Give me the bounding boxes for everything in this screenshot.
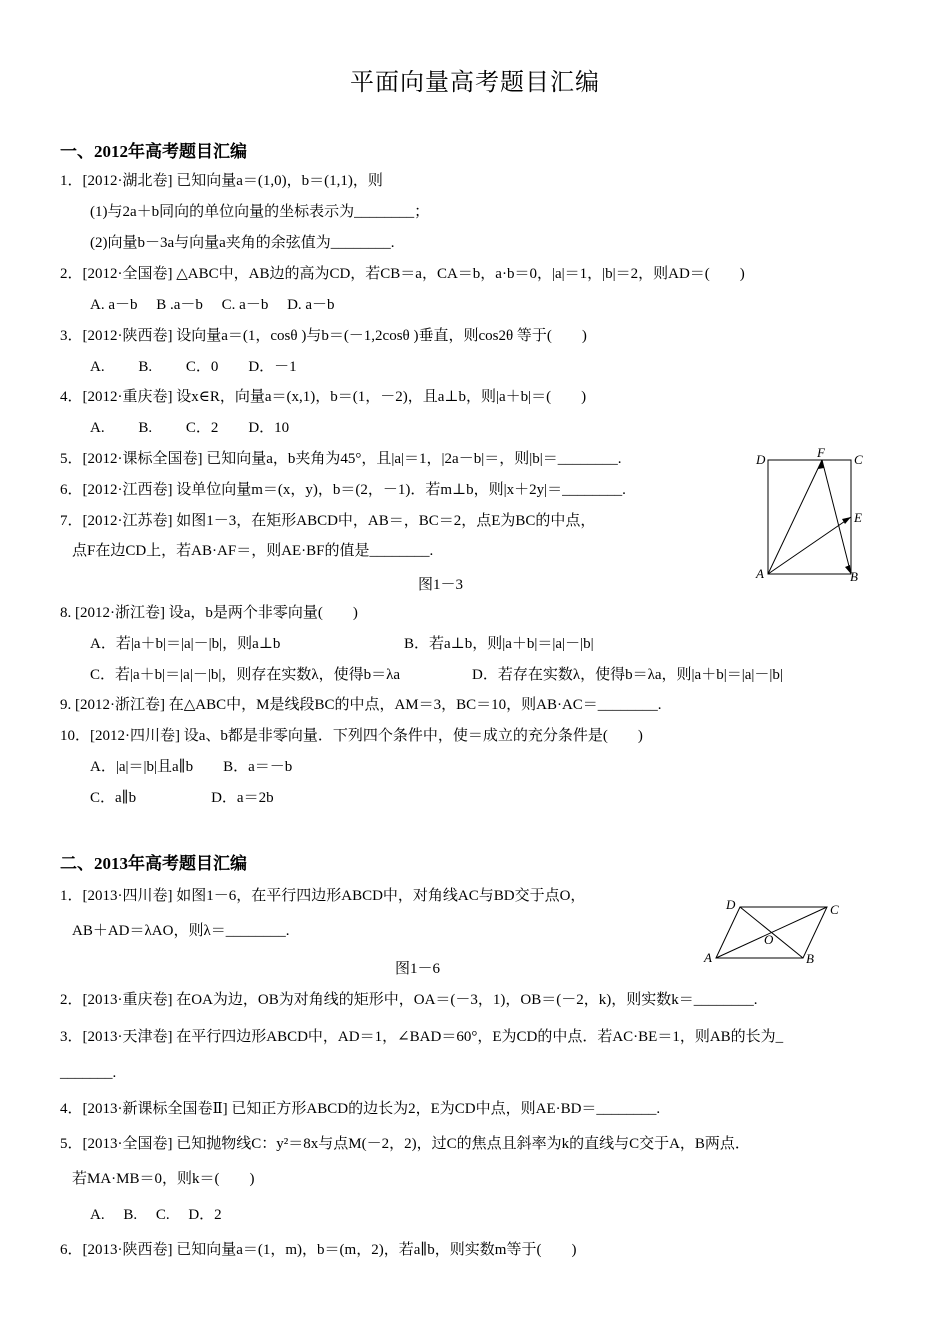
question-line: 点F在边CD上，若AB·AF＝，则AE·BF的值是________. xyxy=(72,543,434,559)
vertex-label: B xyxy=(806,951,814,966)
vertex-label: A xyxy=(756,566,764,581)
vertex-label: C xyxy=(854,452,863,467)
question-line: 4．[2013·新课标全国卷Ⅱ] 已知正方形ABCD的边长为2，E为CD中点，则AE·BD＝________. xyxy=(60,1101,661,1117)
vertex-label: C xyxy=(830,902,839,917)
question-line: AB＋AD＝λAO，则λ＝________. xyxy=(72,923,290,939)
vertex-label: B xyxy=(850,569,858,584)
question-line: 7．[2012·江苏卷] 如图1－3，在矩形ABCD中，AB＝，BC＝2，点E为BC的中点， xyxy=(60,513,596,529)
question-line: 9. [2012·浙江卷] 在△ABC中，M是线段BC的中点，AM＝3，BC＝10，则AB·AC＝________. xyxy=(60,697,662,713)
section-heading-2012: 一、2012年高考题目汇编 xyxy=(60,142,247,161)
question-line: 1．[2012·湖北卷] 已知向量a＝(1,0)，b＝(1,1)，则 xyxy=(60,173,383,189)
question-line: 3．[2013·天津卷] 在平行四边形ABCD中，AD＝1，∠BAD＝60°，E为CD的中点．若AC·BE＝1，则AB的长为_ xyxy=(60,1029,784,1045)
vertex-label: F xyxy=(817,445,825,460)
question-line: 6．[2013·陕西卷] 已知向量a＝(1，m)，b＝(m，2)，若a∥b，则实数m等于( ) xyxy=(60,1242,577,1258)
question-line: 5．[2013·全国卷] 已知抛物线C：y²＝8x与点M(－2，2)，过C的焦点且斜率为k的直线与C交于A，B两点． xyxy=(60,1136,750,1152)
question-line: 4．[2012·重庆卷] 设x∈R，向量a＝(x,1)，b＝(1，－2)，且a⊥b，则|a＋b|＝( ) xyxy=(60,389,587,405)
answer-option: C．若|a＋b|＝|a|－|b|，则存在实数λ，使得b＝λa xyxy=(90,667,401,683)
vertex-label: O xyxy=(764,932,774,947)
answer-option: D．若存在实数λ，使得b＝λa，则|a＋b|＝|a|－|b| xyxy=(472,667,783,683)
question-line: (1)与2a＋b同向的单位向量的坐标表示为________； xyxy=(90,204,430,220)
figure-caption-1-3: 图1－3 xyxy=(418,577,464,593)
question-line: 5．[2012·课标全国卷] 已知向量a，b夹角为45°，且|a|＝1，|2a－b|＝，则|b|＝________. xyxy=(60,451,622,467)
section-heading-2013: 二、2013年高考题目汇编 xyxy=(60,854,247,873)
vertex-label: D xyxy=(756,452,766,467)
parallelogram-figure-1-6 xyxy=(700,895,850,970)
answer-option: B．若a⊥b，则|a＋b|＝|a|－|b| xyxy=(404,636,594,652)
answer-options: A. a－b B .a－b C. a－b D. a－b xyxy=(90,297,335,313)
question-line: 3．[2012·陕西卷] 设向量a＝(1，cosθ )与b＝(－1,2cosθ )垂直，则cos2θ 等于( ) xyxy=(60,328,587,344)
figure-caption-1-6: 图1－6 xyxy=(395,961,441,977)
question-line: 6．[2012·江西卷] 设单位向量m＝(x，y)，b＝(2，－1)．若m⊥b，则|x＋2y|＝________. xyxy=(60,482,626,498)
answer-options: A．|a|＝|b|且a∥b B．a＝－b xyxy=(90,759,293,775)
answer-option: A．若|a＋b|＝|a|－|b|，则a⊥b xyxy=(90,636,281,652)
answer-options: C．a∥b D．a＝2b xyxy=(90,790,274,806)
answer-options: A. B. C. D．2 xyxy=(90,1207,222,1223)
rectangle-figure-1-3 xyxy=(752,445,870,588)
question-line: (2)向量b－3a与向量a夹角的余弦值为________. xyxy=(90,235,395,251)
vertex-label: E xyxy=(854,510,862,525)
question-line: 2．[2012·全国卷] △ABC中，AB边的高为CD，若CB＝a，CA＝b，a·b＝0，|a|＝1，|b|＝2，则AD＝( ) xyxy=(60,266,745,282)
question-line: 若MA·MB＝0，则k＝( ) xyxy=(72,1171,255,1187)
page-title: 平面向量高考题目汇编 xyxy=(350,70,600,96)
question-line: 1．[2013·四川卷] 如图1－6，在平行四边形ABCD中，对角线AC与BD交于点O， xyxy=(60,888,586,904)
vertex-label: A xyxy=(704,950,712,965)
question-line: 8. [2012·浙江卷] 设a，b是两个非零向量( ) xyxy=(60,605,358,621)
answer-options: A. B. C．2 D．10 xyxy=(90,420,290,436)
question-line: 2．[2013·重庆卷] 在OA为边，OB为对角线的矩形中，OA＝(－3，1)，OB＝(－2，k)，则实数k＝________. xyxy=(60,992,758,1008)
question-line: 10．[2012·四川卷] 设a、b都是非零向量．下列四个条件中，使＝成立的充分条件是( ) xyxy=(60,728,643,744)
answer-options: A. B. C．0 D．－1 xyxy=(90,359,297,375)
question-line: _______. xyxy=(60,1065,117,1081)
vertex-label: D xyxy=(726,897,736,912)
